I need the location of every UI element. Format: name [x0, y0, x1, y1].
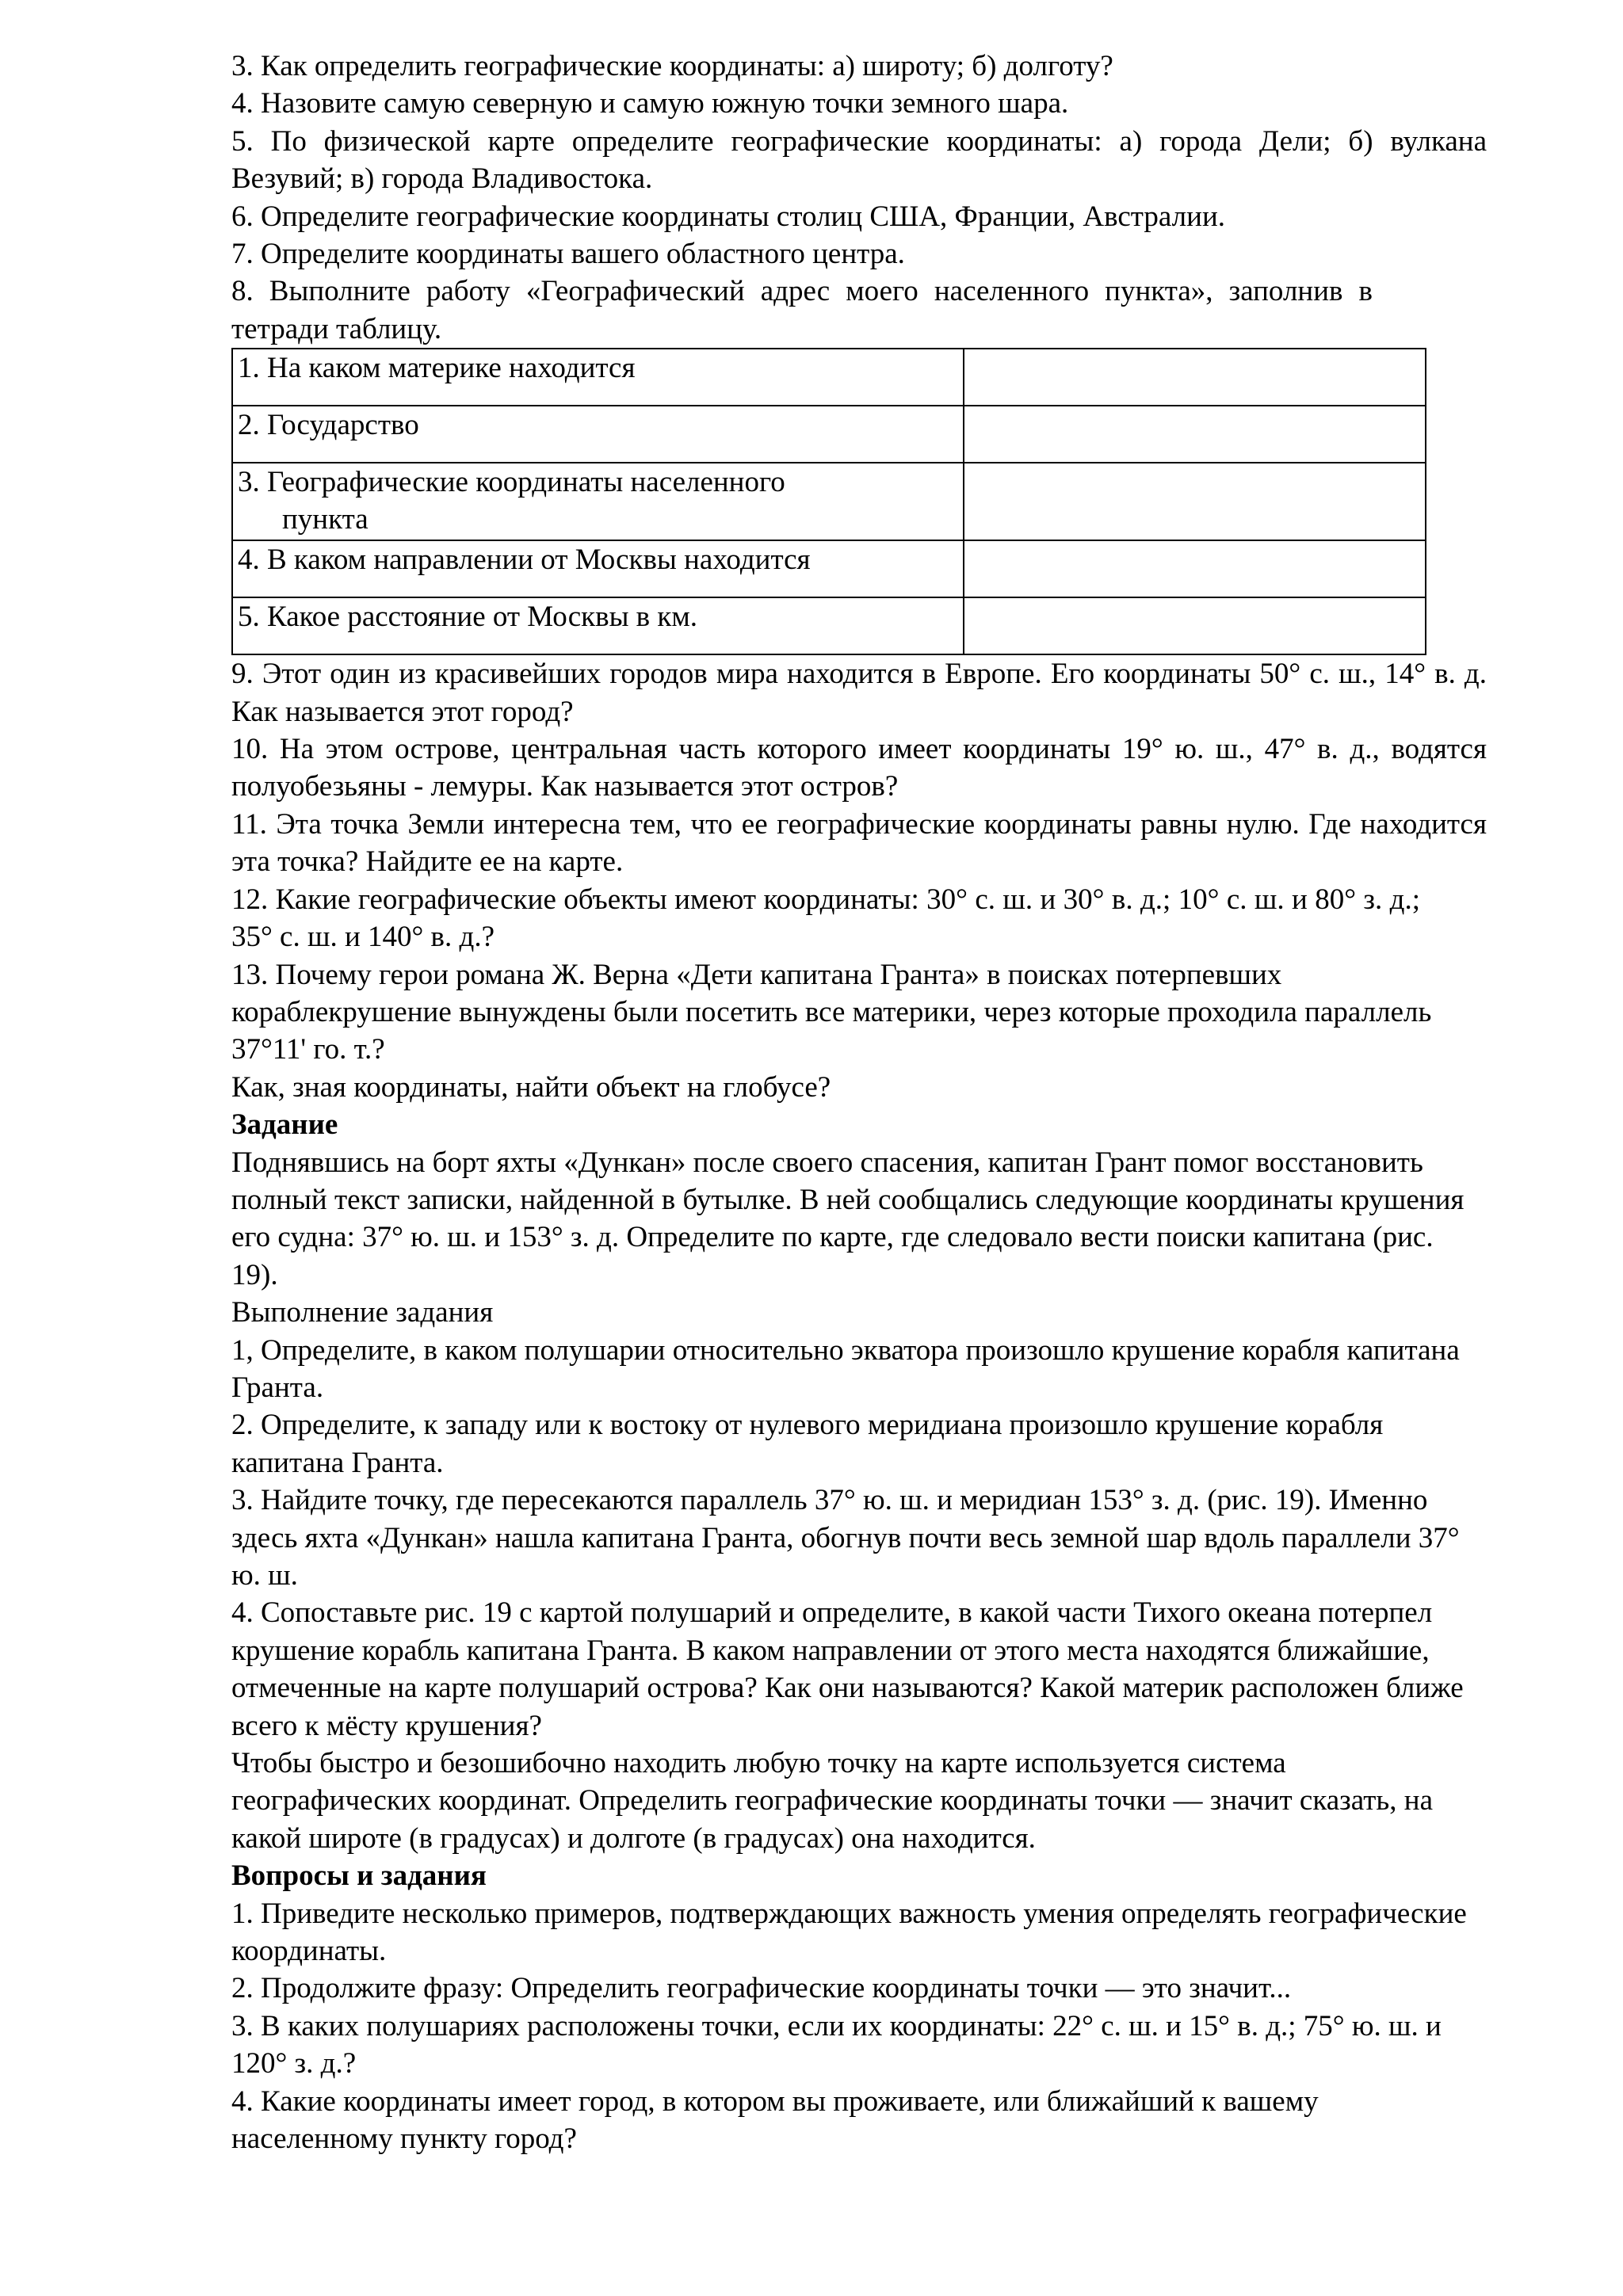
- table-cell-value: [964, 540, 1426, 597]
- row-label-continuation: пункта: [282, 503, 369, 536]
- table-row: [232, 463, 1426, 540]
- table-cell-label: [232, 540, 964, 597]
- task-step-1: 1, Определите, в каком полушарии относительно экватора произошло крушение корабля капитана Гранта.: [231, 1333, 1460, 1404]
- question-13: 13. Почему герои романа Ж. Верна «Дети капитана Гранта» в поисках потерпевших кораблекрушение вынуждены были посетить все материки, через которые проходила параллель 37°11' го. т.?: [231, 958, 1432, 1066]
- review-item-1: 1. Приведите несколько примеров, подтверждающих важность умения определять географические координаты.: [231, 1897, 1467, 1968]
- question-10: 10. На этом острове, центральная часть которого имеет координаты 19° ю. ш., 47° в. д., водятся полуобезьяны - лемуры. Как называется этот остров?: [231, 733, 1487, 803]
- table-row: [232, 540, 1426, 597]
- row-label: 3. Географические координаты населенного: [238, 466, 785, 499]
- address-table: [231, 348, 1426, 655]
- table-cell-value: [964, 349, 1426, 406]
- review-heading: Вопросы и задания: [231, 1859, 487, 1893]
- review-item-2: 2. Продолжите фразу: Определить географические координаты точки — это значит...: [231, 1972, 1292, 2005]
- table-cell-label: [232, 597, 964, 654]
- row-label: 2. Государство: [238, 409, 419, 442]
- question-3: 3. Как определить географические координаты: а) широту; б) долготу?: [231, 50, 1113, 82]
- table-cell-value: [964, 597, 1426, 654]
- task-text: Поднявшись на борт яхты «Дункан» после своего спасения, капитан Грант помог восстановить полный текст записки, найденной в бутылке. В ней сообщались следующие координаты крушения его судна: 37° ю. ш. и 153° з. д. Определите по карте, где следовало вести поиски капитана (рис. 19).: [231, 1146, 1465, 1291]
- document-page: [231, 48, 1487, 2158]
- table-cell-label: [232, 406, 964, 463]
- table-cell-value: [964, 463, 1426, 540]
- question-5: 5. По физической карте определите географические координаты: а) города Дели; б) вулкана Везувий; в) города Владивостока.: [231, 124, 1487, 196]
- task-step-2: 2. Определите, к западу или к востоку от нулевого меридиана произошло крушение корабля капитана Гранта.: [231, 1409, 1384, 1479]
- question-12: 12. Какие географические объекты имеют координаты: 30° с. ш. и 30° в. д.; 10° с. ш. и 80° з. д.; 35° с. ш. и 140° в. д.?: [231, 883, 1420, 954]
- table-cell-label: [232, 349, 964, 406]
- task-step-3: 3. Найдите точку, где пересекаются параллель 37° ю. ш. и меридиан 153° з. д. (рис. 19). Именно здесь яхта «Дункан» нашла капитана Гранта, обогнув почти весь земной шар вдоль параллели 37° ю. ш.: [231, 1484, 1460, 1592]
- task-step-4: 4. Сопоставьте рис. 19 с картой полушарий и определите, в какой части Тихого океана потерпел крушение корабль капитана Гранта. В каком направлении от этого места находятся ближайшие, отмеченные на карте полушарий острова? Как они называются? Какой материк расположен ближе всего к мёсту крушения?: [231, 1596, 1464, 1742]
- table-row: [232, 597, 1426, 654]
- question-4: 4. Назовите самую северную и самую южную точки земного шара.: [231, 87, 1069, 120]
- table-row: [232, 349, 1426, 406]
- review-item-3: 3. В каких полушариях расположены точки, если их координаты: 22° с. ш. и 15° в. д.; 75° ю. ш. и 120° з. д.?: [231, 2009, 1442, 2081]
- table-cell-value: [964, 406, 1426, 463]
- table-row: [232, 406, 1426, 463]
- review-item-4: 4. Какие координаты имеет город, в котором вы проживаете, или ближайший к вашему населенному пункту город?: [231, 2084, 1319, 2156]
- task-summary: Чтобы быстро и безошибочно находить любую точку на карте используется система географических координат. Определить географические координаты точки — значит сказать, на какой широте (в градусах) и долготе (в градусах) она находится.: [231, 1747, 1434, 1855]
- question-11: 11. Эта точка Земли интересна тем, что ее географические координаты равны нулю. Где находится эта точка? Найдите ее на карте.: [231, 807, 1487, 879]
- row-label: 4. В каком направлении от Москвы находится: [238, 543, 811, 577]
- question-7: 7. Определите координаты вашего областного центра.: [231, 238, 905, 271]
- row-label: 1. На каком материке находится: [238, 352, 636, 385]
- table-cell-label: [232, 463, 964, 540]
- question-8: 8. Выполните работу «Географический адрес моего населенного пункта», заполнив в тетради таблицу.: [231, 275, 1373, 345]
- question-9: 9. Этот один из красивейших городов мира находится в Европе. Его координаты 50° с. ш., 14° в. д. Как называется этот город?: [231, 658, 1487, 728]
- task-heading: Задание: [231, 1108, 338, 1142]
- task-subheading: Выполнение задания: [231, 1296, 494, 1329]
- globe-question: Как, зная координаты, найти объект на глобусе?: [231, 1070, 831, 1104]
- question-6: 6. Определите географические координаты столиц США, Франции, Австралии.: [231, 200, 1225, 233]
- row-label: 5. Какое расстояние от Москвы в км.: [238, 601, 698, 634]
